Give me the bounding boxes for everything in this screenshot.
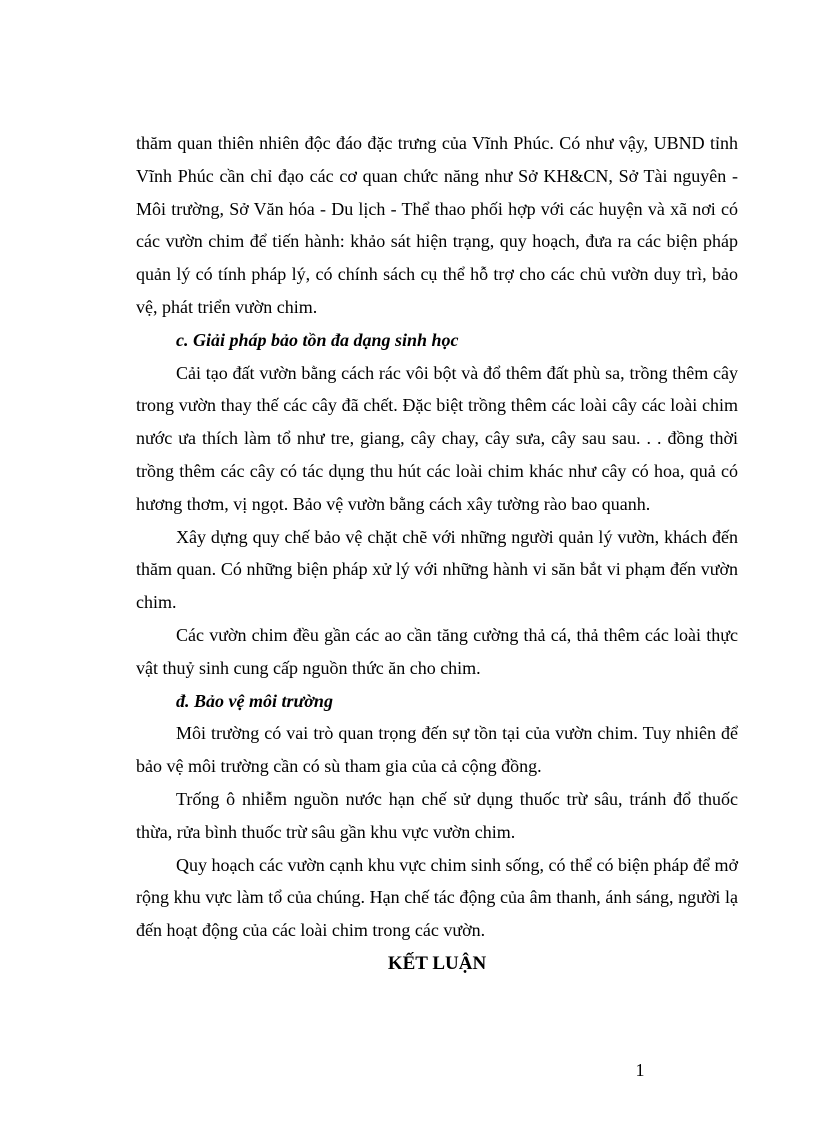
paragraph: Cải tạo đất vườn bằng cách rác vôi bột và đổ thêm đất phù sa, trồng thêm cây trong vườn thay thế các cây đã chết. Đặc biệt trồng thêm các loài cây các loài chim nước ưa thích làm tổ như tre, giang, cây chay, cây sưa, cây sau sau. . . đồng thời trồng thêm các cây có tác dụng thu hút các loài chim khác như cây có hoa, quả có hương thơm, vị ngọt. Bảo vệ vườn bằng cách xây tường rào bao quanh.: [136, 362, 738, 514]
paragraph: Môi trường có vai trò quan trọng đến sự tồn tại của vườn chim. Tuy nhiên để bảo vệ môi trường cần có sù tham gia của cả cộng đồng.: [136, 723, 738, 777]
section-heading-c: c. Giải pháp bảo tồn đa dạng sinh học: [176, 329, 459, 350]
paragraph: Các vườn chim đều gần các ao cần tăng cường thả cá, thả thêm các loài thực vật thuỷ sinh cung cấp nguồn thức ăn cho chim.: [136, 624, 738, 678]
paragraph: Xây dựng quy chế bảo vệ chặt chẽ với những người quản lý vườn, khách đến thăm quan. Có những biện pháp xử lý với những hành vi săn bắt vi phạm đến vườn chim.: [136, 526, 738, 613]
paragraph: Trống ô nhiễm nguồn nước hạn chế sử dụng thuốc trừ sâu, tránh đổ thuốc thừa, rửa bình thuốc trừ sâu gần khu vực vườn chim.: [136, 788, 738, 842]
page-number: 1: [635, 1060, 645, 1080]
conclusion-heading: KẾT LUẬN: [387, 952, 487, 974]
document-body: [136, 127, 738, 981]
paragraph: thăm quan thiên nhiên độc đáo đặc trưng của Vĩnh Phúc. Có như vậy, UBND tỉnh Vĩnh Phúc cần chỉ đạo các cơ quan chức năng như Sở KH&CN, Sở Tài nguyên - Môi trường, Sở Văn hóa - Du lịch - Thể thao phối hợp với các huyện và xã nơi có các vườn chim để tiến hành: khảo sát hiện trạng, quy hoạch, đưa ra các biện pháp quản lý có tính pháp lý, có chính sách cụ thể hỗ trợ cho các chủ vườn duy trì, bảo vệ, phát triển vườn chim.: [136, 133, 738, 317]
section-heading-d: đ. Bảo vệ môi trường: [176, 690, 333, 711]
paragraph: Quy hoạch các vườn cạnh khu vực chim sinh sống, có thể có biện pháp để mở rộng khu vực làm tổ của chúng. Hạn chế tác động của âm thanh, ánh sáng, người lạ đến hoạt động của các loài chim trong các vườn.: [136, 854, 738, 941]
